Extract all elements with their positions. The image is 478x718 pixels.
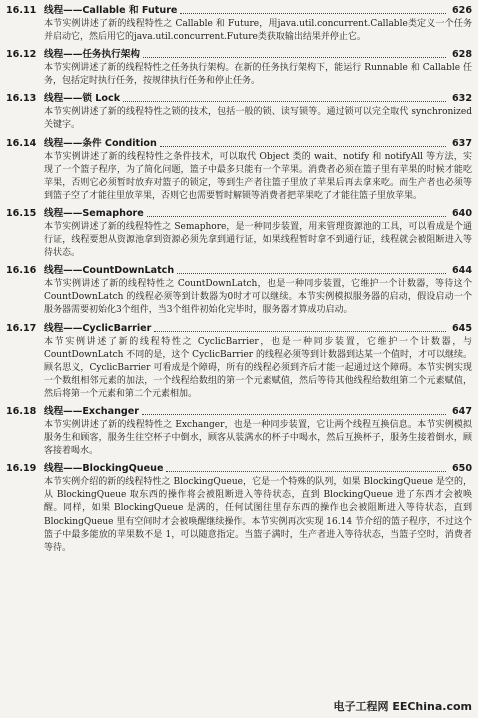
page-number: 637 xyxy=(451,137,472,149)
toc-entry xyxy=(6,207,472,260)
leader-dots xyxy=(154,331,446,332)
leader-dots xyxy=(142,414,446,415)
toc-entry xyxy=(6,462,472,555)
leader-dots xyxy=(147,216,446,217)
section-number: 16.18 xyxy=(6,405,37,417)
toc-list xyxy=(6,4,472,555)
section-number: 16.17 xyxy=(6,322,37,334)
toc-entry xyxy=(6,264,472,317)
leader-dots xyxy=(177,273,446,274)
page-number: 644 xyxy=(451,265,472,277)
toc-entry xyxy=(6,137,472,203)
section-description: 本节实例讲述了新的线程特性之任务执行架构。在新的任务执行架构下，能运行 Runnable 和 Callable 任务，包括定时执行任务，按规律执行任务和停止任务。 xyxy=(44,63,472,87)
page-number: 640 xyxy=(451,207,472,219)
section-description: 本节实例讲述了新的线程特性之 Semaphore，是一种同步装置，用来管理资源池的工具，可以看成是个通行证，线程要想从资源池拿到资源必须先拿到通行证，如果线程暂时拿不到通行证，线程就会被阻断进入等待状态。 xyxy=(44,221,472,259)
section-title: 线程——CyclicBarrier xyxy=(44,322,152,334)
section-title: 线程——CountDownLatch xyxy=(44,265,175,277)
toc-entry xyxy=(6,48,472,88)
section-number: 16.16 xyxy=(6,265,37,277)
page-number: 650 xyxy=(451,463,472,475)
toc-entry-heading xyxy=(6,207,472,220)
section-title: 线程——Semaphore xyxy=(44,207,144,219)
section-description: 本节实例讲述了新的线程特性之 Exchanger，也是一种同步装置，它让两个线程互换信息。本节实例模拟服务生和顾客，服务生往空杯子中倒水，顾客从装满水的杯子中喝水，然后互换杯子，服务生接着倒水，顾客接着喝水。 xyxy=(44,419,472,457)
leader-dots xyxy=(160,146,446,147)
toc-entry xyxy=(6,322,472,401)
section-number: 16.19 xyxy=(6,463,37,475)
toc-entry xyxy=(6,92,472,132)
section-description: 本节实例讲述了新的线程特性之 Callable 和 Future，用java.util.concurrent.Callable类定义一个任务并启动它，然后用它的java.util.concurrent.Future类获取输出结果并停止它。 xyxy=(44,19,472,43)
section-description: 本节实例讲述了新的线程特性之 CountDownLatch，也是一种同步装置，它维护一个计数器，等待这个 CountDownLatch 的线程必须等到计数器为0时才可以继续。本节实例模拟服务器的启动，假设启动一个服务器需要初始化3个组件，当3个组件初始化完毕时，服务器才算成功启动。 xyxy=(44,279,472,316)
page-number: 647 xyxy=(451,405,472,417)
toc-entry-heading xyxy=(6,322,472,335)
leader-dots xyxy=(180,13,446,14)
section-description: 本节实例介绍的新的线程特性之 BlockingQueue，它是一个特殊的队列，如果 BlockingQueue 是空的，从 BlockingQueue 取东西的操作将会被阻断进入等待状态，直到 BlockingQueue 进了东西才会被唤醒。同样，如果 BlockingQueue 是满的，任何试图往里存东西的操作也会被阻断进入等待状态，直到 BlockingQueue 里有空间时才会被唤醒继续操作。本节实例再次实现 16.14 节介绍的篮子程序，不过这个篮子中最多能放的苹果数不是 1，可以随意指定。当篮子满时，生产者进入等待状态，当篮子空时，消费者等待。 xyxy=(44,477,472,553)
section-title: 线程——任务执行架构 xyxy=(44,49,140,61)
section-title: 线程——Exchanger xyxy=(44,405,140,417)
toc-entry xyxy=(6,4,472,44)
toc-entry-heading xyxy=(6,92,472,105)
section-title: 线程——条件 Condition xyxy=(44,137,157,149)
section-description: 本节实例讲述了新的线程特性之条件技术，可以取代 Object 类的 wait、notify 和 notifyAll 等方法，实现了一个篮子程序，为了简化问题，篮子中最多只能有一个苹果。消费者必须在篮子里有苹果的时候才能吃苹果，否则它必须暂时放弃对篮子的锁定，等到生产者往篮子里放了苹果后再去拿来吃。而生产者也必须等到篮子空了才能往里放苹果，否则它也需要暂时解锁等消费者把苹果吃了才能往篮子里放苹果。 xyxy=(44,151,472,201)
toc-entry-heading xyxy=(6,48,472,61)
page-number: 626 xyxy=(451,5,472,16)
leader-dots xyxy=(143,57,446,58)
toc-entry-heading xyxy=(6,264,472,277)
page-number: 628 xyxy=(451,49,472,61)
section-description: 本节实例讲述了新的线程特性之锁的技术，包括一般的锁、读写锁等。通过锁可以完全取代 synchronized 关键字。 xyxy=(44,107,472,131)
section-title: 线程——BlockingQueue xyxy=(44,463,164,475)
toc-page xyxy=(6,4,472,559)
section-title: 线程——锁 Lock xyxy=(44,93,121,105)
toc-entry-heading xyxy=(6,137,472,150)
toc-entry-heading xyxy=(6,462,472,475)
section-number: 16.15 xyxy=(6,207,37,219)
watermark: 电子工程网 EEChina.com xyxy=(333,700,472,713)
section-number: 16.13 xyxy=(6,93,37,105)
page-number: 632 xyxy=(451,93,472,105)
section-number: 16.14 xyxy=(6,137,37,149)
section-number: 16.12 xyxy=(6,49,37,61)
leader-dots xyxy=(166,471,446,472)
section-number: 16.11 xyxy=(6,5,37,16)
section-title: 线程——Callable 和 Future xyxy=(44,5,178,16)
page-number: 645 xyxy=(451,322,472,334)
section-description: 本节实例讲述了新的线程特性之 CyclicBarrier，也是一种同步装置，它维护一个计数器，与 CountDownLatch 不同的是，这个 CyclicBarrier 的线程必须等到计数器到达某一个值时，才可以继续。顾名思义，CyclicBarrier 可看成是个障碍，所有的线程必须到齐后才能一起通过这个障碍。本节实例实现一个数组相邻元素的加法，一个线程给数组的第一个元素赋值，然后等待其他线程给数组第二个元素赋值，然后将第一个元素和第二个元素相加。 xyxy=(44,336,472,399)
toc-entry-heading xyxy=(6,405,472,418)
toc-entry xyxy=(6,405,472,458)
leader-dots xyxy=(123,101,446,102)
toc-entry-heading xyxy=(6,4,472,17)
